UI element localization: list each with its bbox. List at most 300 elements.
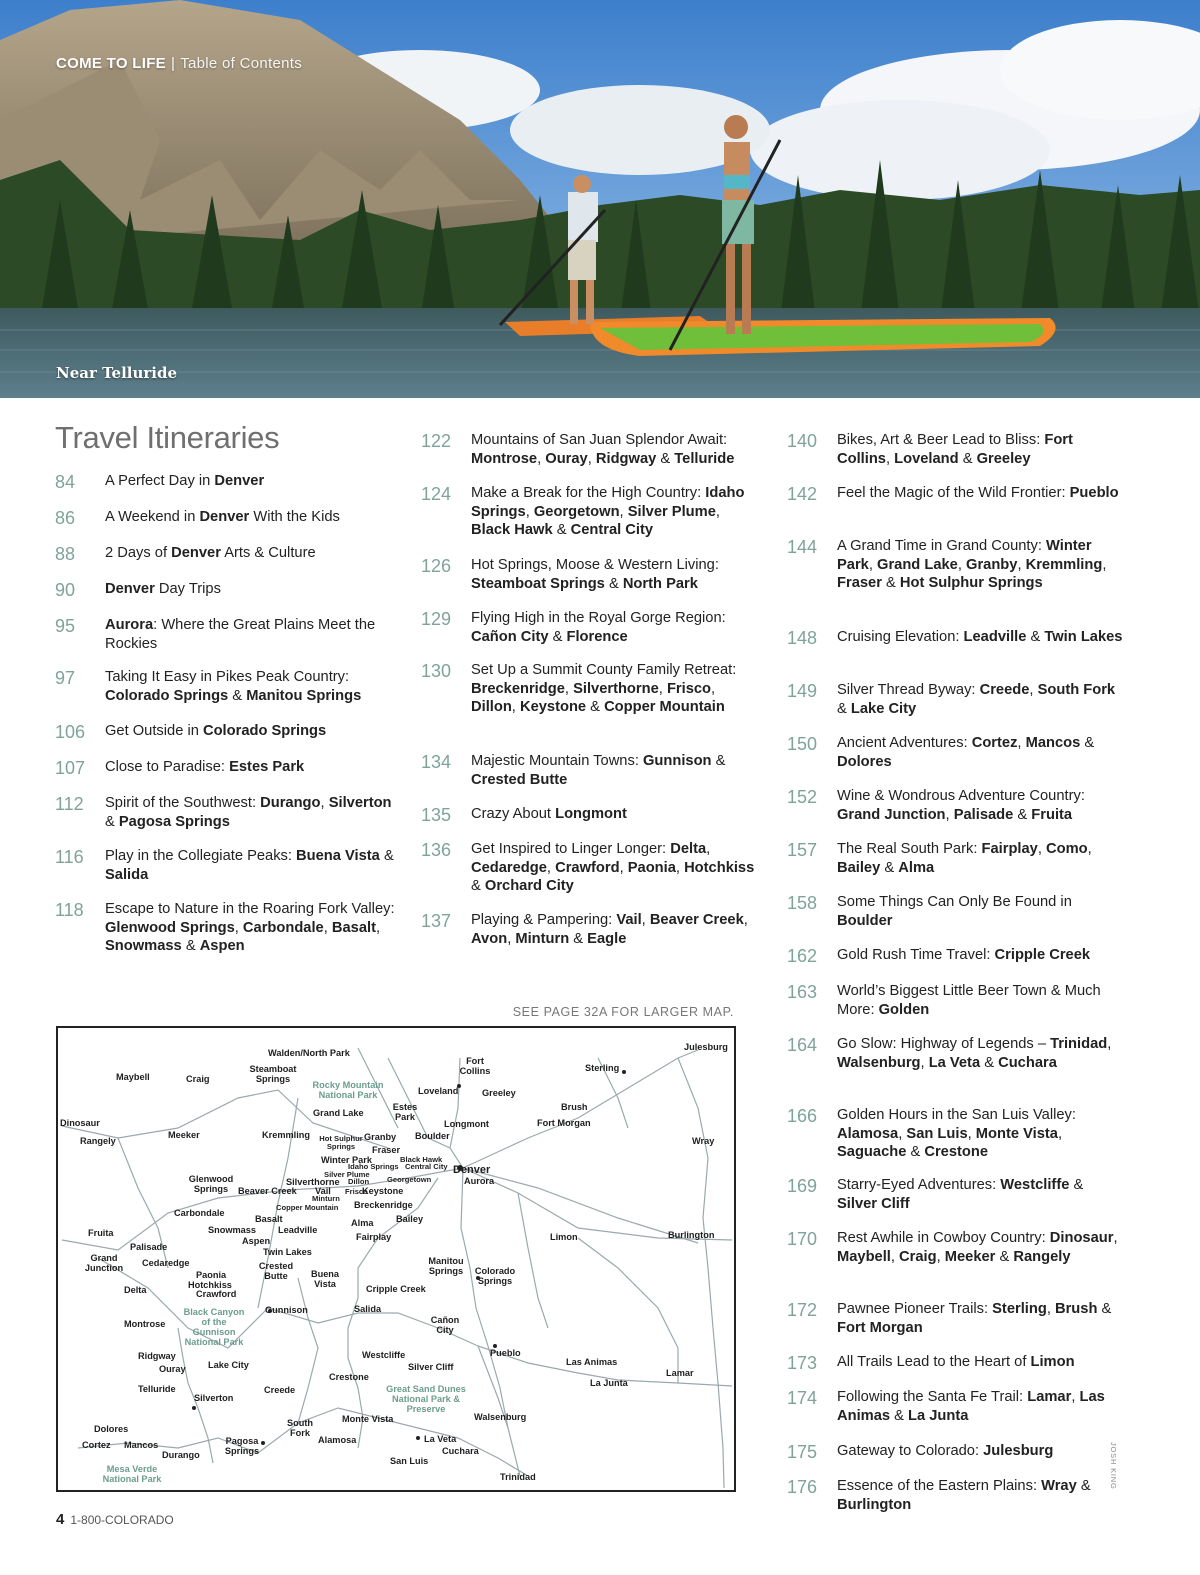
map-label-mesa-verde: Mesa Verde National Park: [102, 1464, 162, 1484]
map-label-twin-lakes: Twin Lakes: [263, 1247, 312, 1257]
toc-entry-title: [837, 1353, 1127, 1372]
toc-title-text: ,: [375, 919, 381, 936]
toc-entry-title: [837, 982, 1127, 1019]
toc-place-name: Beaver Creek: [649, 912, 744, 928]
toc-page-number: 150: [787, 734, 818, 754]
map-label-vail: Vail: [315, 1186, 331, 1196]
toc-title-text: Wine & Wondrous Adventure Country:: [837, 788, 1085, 804]
toc-page-number: 130: [421, 661, 452, 681]
toc-title-text: &: [958, 450, 977, 467]
toc-entry-title: [471, 484, 761, 540]
toc-page-number: 134: [421, 752, 452, 772]
toc-title-text: Silver Thread Byway:: [837, 682, 980, 698]
toc-entry-title: [471, 840, 761, 896]
map-label-breckenridge: Breckenridge: [354, 1200, 413, 1210]
toc-place-name: Longmont: [555, 806, 627, 822]
toc-page-number: 142: [787, 484, 818, 504]
toc-title-text: A Weekend in: [105, 509, 200, 525]
map-label-leadville: Leadville: [278, 1225, 318, 1235]
toc-place-name: Pueblo: [1069, 485, 1119, 501]
toc-place-name: Hotchkiss: [684, 859, 755, 876]
map-label-delta: Delta: [124, 1285, 147, 1295]
toc-entry-title: [105, 472, 395, 491]
toc-place-name: Twin Lakes: [1044, 629, 1123, 645]
toc-title-text: ,: [936, 1248, 945, 1265]
toc-title-text: &: [980, 1054, 999, 1071]
toc-place-name: Cripple Creek: [994, 947, 1091, 963]
toc-title-text: ,: [1113, 1230, 1118, 1246]
toc-place-name: Alamosa: [837, 1125, 899, 1142]
toc-place-name: Como: [1046, 841, 1088, 857]
toc-title-text: ,: [743, 912, 748, 928]
toc-title-text: ,: [320, 795, 329, 811]
toc-place-name: Fruita: [1031, 806, 1073, 823]
map-label-brush: Brush: [561, 1102, 588, 1112]
toc-title-text: Golden Hours in the San Luis Valley:: [837, 1107, 1076, 1123]
toc-entry-title: [105, 544, 395, 563]
toc-entry-title: [105, 847, 395, 884]
toc-place-name: La Veta: [928, 1054, 981, 1071]
toc-page-number: 95: [55, 616, 76, 636]
map-label-snowmass: Snowmass: [208, 1225, 256, 1235]
toc-place-name: Denver: [105, 581, 155, 597]
map-label-alma: Alma: [351, 1218, 374, 1228]
toc-place-name: Fraser: [837, 575, 882, 592]
toc-title-text: ,: [675, 859, 685, 876]
toc-title-text: Rest Awhile in Cowboy Country:: [837, 1230, 1050, 1246]
map-label-granby: Granby: [364, 1132, 397, 1142]
toc-title-text: ,: [1017, 735, 1026, 751]
toc-title-text: ,: [868, 556, 878, 573]
map-label-basalt: Basalt: [255, 1214, 283, 1224]
map-label-creede: Creede: [264, 1385, 296, 1395]
map-label-burlington: Burlington: [668, 1230, 715, 1240]
toc-page-number: 86: [55, 508, 76, 528]
toc-place-name: Trinidad: [1050, 1036, 1108, 1052]
toc-title-text: ,: [711, 680, 716, 697]
toc-entry-title: [837, 1229, 1127, 1266]
toc-title-text: Following the Santa Fe Trail:: [837, 1389, 1028, 1405]
toc-title-text: &: [228, 687, 247, 704]
map-label-idaho-springs: Idaho Springs: [348, 1162, 399, 1171]
map-label-maybell: Maybell: [116, 1072, 150, 1082]
toc-place-name: Wray: [1041, 1478, 1077, 1494]
toc-entry-title: [837, 537, 1127, 593]
toc-place-name: Grand Lake: [877, 556, 958, 573]
toc-place-name: Carbondale: [242, 919, 324, 936]
toc-title-text: Feel the Magic of the Wild Frontier:: [837, 485, 1070, 501]
toc-place-name: Glenwood Springs: [105, 919, 235, 936]
toc-place-name: Ouray: [545, 450, 588, 467]
map-label-palisade: Palisade: [130, 1242, 168, 1252]
toc-title-text: ,: [1107, 1036, 1112, 1052]
toc-title-text: &: [1069, 1177, 1084, 1193]
toc-place-name: Crested Butte: [471, 771, 568, 788]
map-label-monte-vista: Monte Vista: [342, 1414, 394, 1424]
map-label-copper: Copper Mountain: [276, 1203, 339, 1212]
toc-title-text: &: [569, 930, 588, 947]
toc-title-text: &: [881, 575, 900, 592]
toc-title-text: Set Up a Summit County Family Retreat:: [471, 662, 737, 678]
toc-place-name: Salida: [105, 866, 149, 883]
toc-title-text: &: [1076, 1478, 1091, 1494]
toc-place-name: San Luis: [906, 1125, 968, 1142]
section-title: Travel Itineraries: [55, 420, 280, 455]
toc-title-text: ,: [587, 450, 596, 467]
hero-photo: [0, 0, 1200, 398]
toc-place-name: Telluride: [674, 450, 735, 467]
map-label-winter-park: Winter Park: [321, 1155, 372, 1165]
toc-entry-title: [471, 911, 761, 948]
toc-entry-title: [471, 661, 761, 717]
toc-page-number: 176: [787, 1477, 818, 1497]
map-label-crawford: Crawford: [196, 1289, 237, 1299]
toc-entry-title: [105, 722, 395, 741]
map-label-steamboat: Steamboat Springs: [249, 1064, 297, 1084]
toc-title-text: &: [890, 1407, 909, 1424]
map-label-julesburg: Julesburg: [684, 1042, 728, 1052]
toc-page-number: 106: [55, 722, 86, 742]
toc-title-text: Starry-Eyed Adventures:: [837, 1177, 1001, 1193]
map-label-alamosa: Alamosa: [318, 1435, 357, 1445]
map-label-aspen: Aspen: [242, 1236, 271, 1246]
map-label-silverton: Silverton: [194, 1393, 234, 1403]
map-label-durango: Durango: [162, 1450, 200, 1460]
toc-place-name: Denver: [199, 509, 250, 525]
toc-title-text: A Grand Time in Grand County:: [837, 538, 1046, 554]
map-label-pueblo: Pueblo: [490, 1348, 521, 1358]
map-label-beaver-creek: Beaver Creek: [238, 1186, 297, 1196]
toc-title-text: ,: [525, 503, 534, 520]
toc-title-text: ,: [511, 699, 520, 716]
toc-page-number: 164: [787, 1035, 818, 1055]
toc-title-text: Arts & Culture: [220, 545, 316, 561]
toc-place-name: Florence: [566, 628, 628, 645]
map-label-fairplay: Fairplay: [356, 1232, 392, 1242]
toc-title-text: ,: [1017, 556, 1026, 573]
toc-title-text: Crazy About: [471, 806, 556, 822]
toc-place-name: Westcliffe: [1000, 1177, 1070, 1193]
map-label-sterling: Sterling: [585, 1063, 620, 1073]
running-head: [56, 55, 302, 72]
toc-page-number: 88: [55, 544, 76, 564]
toc-title-text: Gold Rush Time Travel:: [837, 947, 995, 963]
toc-place-name: Minturn: [515, 930, 570, 947]
toc-place-name: Dolores: [837, 753, 892, 770]
toc-title-text: Get Outside in: [105, 723, 203, 739]
map-label-fruita: Fruita: [88, 1228, 114, 1238]
map-label-longmont: Longmont: [444, 1119, 489, 1129]
toc-page-number: 97: [55, 668, 76, 688]
map-label-walsenburg: Walsenburg: [474, 1412, 527, 1422]
toc-title-text: ,: [537, 450, 546, 467]
toc-place-name: Colorado Springs: [202, 723, 327, 739]
toc-title-text: Hot Springs, Moose & Western Living:: [471, 557, 719, 573]
toc-entry-title: [105, 668, 395, 705]
toc-place-name: Las Animas: [837, 1389, 1105, 1424]
toc-title-text: Ancient Adventures:: [837, 735, 972, 751]
map-label-lamar: Lamar: [666, 1368, 694, 1378]
toc-place-name: Aurora: [105, 617, 154, 633]
toc-entry-title: [105, 580, 395, 599]
toc-page-number: 166: [787, 1106, 818, 1126]
map-label-grand-junction: Grand Junction: [84, 1253, 124, 1273]
toc-title-text: Day Trips: [154, 581, 221, 597]
map-label-montrose: Montrose: [124, 1319, 166, 1329]
map-label-frisco: Frisco: [345, 1187, 368, 1196]
toc-place-name: Cañon City: [471, 628, 549, 645]
toc-entry-title: [471, 609, 761, 646]
toc-place-name: Silver Plume: [627, 503, 716, 520]
toc-place-name: Greeley: [976, 450, 1031, 467]
map-label-carbondale: Carbondale: [174, 1208, 225, 1218]
toc-place-name: Breckenridge: [471, 680, 565, 697]
toc-title-text: &: [604, 575, 623, 592]
map-label-grand-lake: Grand Lake: [313, 1108, 364, 1118]
toc-entry-title: [837, 681, 1127, 718]
toc-title-text: ,: [715, 503, 720, 520]
toc-title-text: Escape to Nature in the Roaring Fork Valley:: [105, 901, 395, 917]
toc-place-name: Vail: [616, 912, 642, 928]
map-label-silver-plume: Silver Plume: [324, 1170, 370, 1179]
toc-page-number: 118: [55, 900, 84, 920]
toc-title-text: ,: [546, 859, 556, 876]
toc-page-number: 129: [421, 609, 452, 629]
toc-title-text: ,: [1037, 841, 1047, 857]
toc-page-number: 124: [421, 484, 452, 504]
toc-entry-title: [837, 1477, 1127, 1514]
toc-page-number: 169: [787, 1176, 818, 1196]
toc-entry-title: [471, 752, 761, 789]
map-label-cuchara: Cuchara: [442, 1446, 479, 1456]
toc-place-name: Maybell: [837, 1248, 891, 1265]
toc-title-text: Majestic Mountain Towns:: [471, 753, 643, 769]
toc-entry-title: [105, 616, 395, 653]
toc-page-number: 90: [55, 580, 76, 600]
toc-place-name: Orchard City: [484, 878, 574, 895]
toc-place-name: Manitou Springs: [246, 687, 362, 704]
map-label-south-fork: South Fork: [286, 1418, 314, 1438]
toc-page-number: 116: [55, 847, 84, 867]
toc-title-text: Close to Paradise:: [105, 759, 230, 775]
toc-title-text: &: [586, 699, 605, 716]
toc-place-name: Silverthorne: [573, 680, 659, 697]
toc-page-number: 152: [787, 787, 818, 807]
toc-title-text: ,: [507, 930, 516, 947]
toc-place-name: Fort Collins: [837, 432, 1073, 467]
toc-title-text: ,: [1102, 556, 1107, 573]
toc-place-name: Georgetown: [533, 503, 620, 520]
toc-place-name: Denver: [214, 473, 265, 489]
map-label-great-sand-dunes: Great Sand Dunes National Park & Preserve: [386, 1384, 466, 1414]
toc-title-text: Cruising Elevation:: [837, 629, 964, 645]
toc-title-text: The Real South Park:: [837, 841, 982, 857]
toc-place-name: Steamboat Springs: [471, 575, 605, 592]
toc-title-text: Go Slow: Highway of Legends –: [837, 1036, 1051, 1052]
photo-caption: Near Telluride: [56, 364, 178, 382]
toc-title-text: &: [181, 938, 200, 955]
map-label-crested-butte: Crested Butte: [258, 1261, 294, 1281]
colorado-map[interactable]: [56, 1026, 736, 1492]
toc-page-number: 144: [787, 537, 818, 557]
toc-entry-title: [837, 484, 1127, 503]
map-label-wray: Wray: [692, 1136, 715, 1146]
toc-place-name: Craig: [899, 1248, 937, 1265]
toc-entry-title: [837, 1106, 1127, 1162]
toc-place-name: Hot Sulphur Springs: [899, 575, 1043, 592]
toc-place-name: Golden: [878, 1001, 930, 1018]
map-label-black-canyon: Black Canyon of the Gunnison National Park: [183, 1307, 245, 1347]
toc-title-text: ,: [641, 912, 650, 928]
map-note: SEE PAGE 32A FOR LARGER MAP.: [512, 1005, 734, 1019]
toc-page-number: 137: [421, 911, 452, 931]
map-label-limon: Limon: [550, 1232, 578, 1242]
toc-entry-title: [471, 431, 761, 468]
toc-place-name: Leadville: [963, 629, 1027, 645]
map-label-silverthorne: Silverthorne: [286, 1177, 340, 1187]
toc-entry-title: [837, 1035, 1127, 1072]
toc-entry-title: [105, 758, 395, 777]
toc-title-text: Gateway to Colorado:: [837, 1443, 984, 1459]
toc-place-name: Eagle: [587, 930, 627, 947]
toc-title-text: Play in the Collegiate Peaks:: [105, 848, 297, 864]
toc-place-name: Black Hawk: [471, 522, 553, 539]
toc-place-name: Saguache: [837, 1144, 907, 1161]
toc-title-text: ,: [945, 806, 954, 823]
toc-place-name: Palisade: [953, 806, 1014, 823]
map-label-dolores: Dolores: [94, 1424, 129, 1434]
toc-title-text: &: [880, 859, 899, 876]
toc-place-name: Creede: [979, 682, 1030, 698]
toc-place-name: Crawford: [555, 859, 620, 876]
map-label-aurora: Aurora: [464, 1176, 495, 1186]
toc-title-text: &: [1080, 735, 1095, 751]
toc-title-text: ,: [564, 680, 574, 697]
toc-page-number: 107: [55, 758, 86, 778]
toc-title-text: Taking It Easy in Pikes Peak Country:: [105, 669, 350, 685]
toc-title-text: Spirit of the Southwest:: [105, 795, 261, 811]
toc-title-text: &: [837, 700, 851, 717]
map-label-rmnp: Rocky Mountain National Park: [312, 1080, 384, 1100]
toc-place-name: North Park: [622, 575, 698, 592]
toc-place-name: Frisco: [666, 680, 712, 697]
toc-place-name: Keystone: [519, 699, 587, 716]
toc-title-text: Bikes, Art & Beer Lead to Bliss:: [837, 432, 1045, 448]
map-label-paonia: Paonia: [196, 1270, 227, 1280]
toc-entry-title: [837, 1442, 1127, 1461]
map-label-salida: Salida: [354, 1304, 382, 1314]
map-label-lake-city: Lake City: [208, 1360, 249, 1370]
toc-place-name: Brush: [1054, 1301, 1098, 1317]
map-label-la-junta: La Junta: [590, 1378, 628, 1388]
toc-page-number: 172: [787, 1300, 818, 1320]
toc-page-number: 158: [787, 893, 818, 913]
toc-place-name: Bailey: [837, 859, 881, 876]
map-label-fort-collins: Fort Collins: [459, 1056, 491, 1076]
toc-entry-title: [105, 900, 395, 956]
toc-place-name: Cedaredge: [471, 859, 547, 876]
toc-title-text: Pawnee Pioneer Trails:: [837, 1301, 993, 1317]
toc-place-name: Buena Vista: [296, 848, 380, 864]
toc-place-name: Copper Mountain: [604, 699, 725, 716]
toc-place-name: Granby: [966, 556, 1018, 573]
toc-place-name: Cortez: [971, 735, 1018, 751]
toc-title-text: ,: [1071, 1389, 1080, 1405]
toc-title-text: &: [1026, 629, 1045, 645]
toc-place-name: Central City: [570, 522, 654, 539]
map-label-hot-sulphur: Hot Sulphur Springs: [319, 1134, 363, 1151]
map-label-greeley: Greeley: [482, 1088, 516, 1098]
map-label-cedaredge: Cedaredge: [142, 1258, 190, 1268]
toc-title-text: ,: [619, 859, 628, 876]
map-label-georgetown: Georgetown: [387, 1175, 432, 1184]
toc-title-text: ,: [1046, 1301, 1055, 1317]
toc-place-name: Dinosaur: [1049, 1230, 1114, 1246]
map-label-westcliffe: Westcliffe: [362, 1350, 406, 1360]
map-label-ridgway: Ridgway: [138, 1351, 176, 1361]
map-label-craig: Craig: [186, 1074, 210, 1084]
map-label-canon-city: Cañon City: [430, 1315, 460, 1335]
toc-page-number: 157: [787, 840, 818, 860]
toc-place-name: Denver: [171, 545, 221, 561]
toc-page-number: 163: [787, 982, 818, 1002]
toc-title-text: ,: [234, 919, 243, 936]
toc-title-text: &: [471, 878, 485, 895]
toc-place-name: Durango: [260, 795, 321, 811]
toc-title-text: &: [1097, 1301, 1112, 1317]
toc-page-number: 148: [787, 628, 818, 648]
toc-title-text: Essence of the Eastern Plains:: [837, 1478, 1042, 1494]
toc-place-name: Monte Vista: [975, 1125, 1058, 1142]
map-label-central-city: Central City: [405, 1162, 448, 1171]
toc-place-name: Delta: [670, 841, 707, 857]
toc-page-number: 122: [421, 431, 452, 451]
toc-entry-title: [105, 794, 395, 831]
toc-page-number: 112: [55, 794, 84, 814]
map-label-ouray: Ouray: [159, 1364, 186, 1374]
toc-place-name: Ridgway: [595, 450, 657, 467]
map-label-telluride: Telluride: [138, 1384, 176, 1394]
map-label-mancos: Mancos: [124, 1440, 159, 1450]
toc-title-text: ,: [890, 1248, 900, 1265]
toc-place-name: Fort Morgan: [837, 1319, 923, 1336]
toc-place-name: Rangely: [1013, 1248, 1071, 1265]
map-label-pagosa: Pagosa Springs: [224, 1436, 260, 1456]
toc-entry-title: [471, 805, 761, 824]
toc-place-name: Limon: [1030, 1354, 1075, 1370]
map-label-colorado-springs: Colorado Springs: [474, 1266, 516, 1286]
toc-title-text: ,: [619, 503, 628, 520]
toc-place-name: Cuchara: [998, 1054, 1057, 1071]
map-label-dinosaur: Dinosaur: [60, 1118, 100, 1128]
toc-entry-title: [105, 508, 395, 527]
toc-place-name: Aspen: [199, 938, 245, 955]
toc-place-name: Paonia: [627, 859, 676, 876]
running-head-separator: |: [171, 55, 176, 72]
toc-title-text: With the Kids: [249, 509, 340, 525]
map-label-crestone: Crestone: [329, 1372, 369, 1382]
toc-place-name: Pagosa Springs: [118, 813, 230, 830]
toc-place-name: Montrose: [471, 450, 538, 467]
toc-entry-title: [837, 1176, 1127, 1213]
toc-page-number: 175: [787, 1442, 818, 1462]
toc-title-text: &: [379, 848, 394, 864]
toc-place-name: Winter Park: [837, 538, 1092, 573]
map-label-black-hawk: Black Hawk: [400, 1155, 443, 1164]
toc-place-name: Lamar: [1027, 1389, 1072, 1405]
toc-place-name: Gunnison: [642, 753, 712, 769]
map-label-trinidad: Trinidad: [500, 1472, 536, 1482]
